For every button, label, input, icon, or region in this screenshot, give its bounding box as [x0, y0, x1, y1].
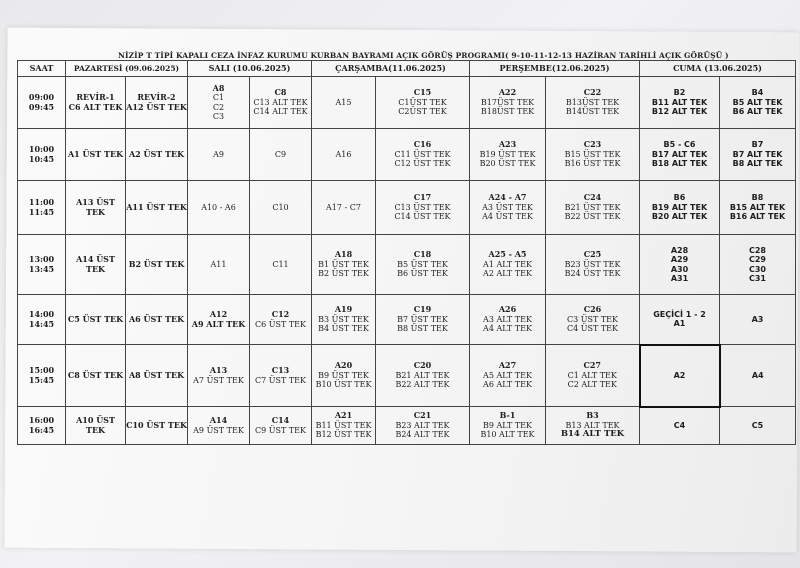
slot-entry: B18ÜST TEK	[480, 107, 535, 117]
slot-cell	[470, 235, 546, 295]
slot-entry: C19	[413, 304, 432, 315]
slot-entry: B5 ÜST TEK	[397, 259, 448, 269]
slot-entry: C6 ALT TEK	[68, 101, 123, 112]
slot-cell	[66, 181, 126, 235]
slot-cell	[376, 345, 470, 407]
slot-entry: A9	[213, 149, 224, 159]
slot-entry: GEÇİCİ 1 - 2	[653, 309, 706, 319]
slot-entry: A21	[334, 410, 353, 421]
slot-cell	[312, 181, 376, 235]
slot-entry: C10 ÜST TEK	[126, 419, 187, 430]
slot-entry: A13	[209, 365, 228, 375]
slot-entry: B23 ÜST TEK	[564, 259, 621, 269]
slot-entry: B7 ÜST TEK	[397, 314, 448, 324]
time-label: 13:00	[28, 254, 55, 264]
time-slot	[18, 345, 66, 407]
slot-entry: C26	[583, 304, 602, 315]
slot-entry: B8 ALT TEK	[732, 159, 783, 169]
slot-cell	[720, 295, 796, 345]
slot-entry: B17 ALT TEK	[651, 149, 708, 159]
slot-entry: B12 ÜST TEK	[315, 430, 372, 440]
slot-cell	[250, 77, 312, 129]
slot-cell	[546, 235, 640, 295]
time-slot	[18, 181, 66, 235]
slot-entry: C24	[583, 192, 602, 203]
time-label: 09:45	[28, 101, 55, 112]
slot-entry: A31	[670, 274, 689, 283]
slot-entry: B20 ÜST TEK	[479, 159, 536, 169]
slot-entry: A22	[498, 87, 517, 98]
slot-cell	[720, 407, 796, 445]
slot-entry: C14 ALT TEK	[253, 107, 308, 117]
slot-entry: A8	[212, 82, 225, 93]
slot-entry: C12 ÜST TEK	[394, 159, 451, 169]
slot-entry: A4 ÜST TEK	[482, 212, 533, 222]
slot-entry: C2 ALT TEK	[567, 380, 617, 390]
time-label: 11:00	[28, 197, 55, 207]
slot-cell	[470, 129, 546, 181]
slot-entry: A1	[673, 319, 686, 329]
slot-entry: B19 ÜST TEK	[479, 149, 536, 159]
slot-entry: B11 ÜST TEK	[315, 420, 372, 430]
slot-cell	[376, 129, 470, 181]
time-slot	[18, 129, 66, 181]
slot-cell	[312, 77, 376, 129]
slot-entry: A14	[209, 415, 228, 425]
slot-entry: B-1	[499, 410, 516, 421]
slot-entry: C16	[413, 139, 432, 150]
slot-cell	[250, 181, 312, 235]
slot-entry: B7 ALT TEK	[732, 149, 783, 159]
slot-cell	[546, 77, 640, 129]
slot-entry: C9	[274, 149, 287, 159]
slot-entry: C8	[274, 87, 287, 98]
slot-entry: C1 ALT TEK	[567, 370, 617, 380]
slot-entry: B6	[673, 193, 686, 203]
slot-entry: C18	[413, 249, 432, 260]
slot-cell	[66, 129, 126, 181]
header-persembe: PERŞEMBE(12.06.2025)	[470, 61, 640, 77]
slot-entry: B17ÜST TEK	[480, 97, 535, 107]
slot-cell	[640, 235, 720, 295]
time-label: 11:45	[28, 206, 55, 217]
slot-cell	[312, 407, 376, 445]
slot-cell	[470, 181, 546, 235]
slot-cell	[376, 407, 470, 445]
schedule-row	[18, 129, 796, 181]
schedule-row	[18, 235, 796, 295]
slot-entry: B13ÜST TEK	[565, 97, 620, 107]
slot-cell	[640, 295, 720, 345]
slot-entry: C3 ÜST TEK	[566, 314, 618, 324]
slot-entry: B16 ÜST TEK	[564, 159, 621, 169]
slot-entry: B10 ÜST TEK	[315, 380, 372, 390]
slot-entry: B2	[673, 88, 686, 98]
time-slot	[18, 407, 66, 445]
header-cuma: CUMA (13.06.2025)	[640, 61, 796, 77]
slot-entry: REVİR-2	[137, 92, 176, 102]
time-label: 15:45	[28, 374, 55, 385]
slot-entry: A1 ALT TEK	[483, 259, 532, 269]
slot-entry: C14	[271, 415, 290, 425]
slot-cell	[470, 295, 546, 345]
slot-cell	[66, 407, 126, 445]
schedule-row	[18, 345, 796, 407]
slot-entry: C14 ÜST TEK	[394, 212, 451, 222]
slot-entry: C12	[271, 309, 290, 319]
slot-cell	[126, 129, 188, 181]
time-slot	[18, 295, 66, 345]
time-label: 09:00	[28, 92, 55, 102]
slot-entry: B24 ALT TEK	[395, 430, 450, 440]
slot-cell	[126, 407, 188, 445]
slot-cell	[66, 295, 126, 345]
slot-cell	[126, 295, 188, 345]
slot-entry: A11	[210, 259, 227, 269]
slot-entry: A19	[334, 304, 353, 315]
slot-cell	[66, 235, 126, 295]
time-label: 10:45	[28, 153, 55, 164]
slot-entry: C13 ÜST TEK	[394, 202, 451, 212]
slot-entry: C10	[272, 202, 289, 212]
slot-cell	[376, 235, 470, 295]
slot-cell	[470, 345, 546, 407]
slot-cell	[640, 345, 720, 407]
slot-entry: A5 ALT TEK	[483, 370, 532, 380]
slot-cell	[188, 345, 250, 407]
slot-entry: A3 ÜST TEK	[482, 202, 533, 212]
slot-entry: C2	[212, 102, 225, 112]
slot-entry: C9 ÜST TEK	[254, 425, 306, 435]
slot-entry: C1	[212, 93, 225, 102]
slot-entry: C25	[583, 249, 602, 260]
slot-entry: B5 - C6	[663, 140, 696, 150]
slot-entry: A26	[498, 304, 517, 315]
slot-entry: B24 ÜST TEK	[564, 269, 621, 279]
slot-entry: B6 ALT TEK	[732, 107, 783, 117]
slot-entry: C11 ÜST TEK	[394, 149, 451, 159]
slot-entry: A9 ALT TEK	[191, 318, 246, 329]
slot-cell	[312, 345, 376, 407]
time-slot	[18, 235, 66, 295]
slot-entry: C8 ÜST TEK	[67, 369, 124, 380]
slot-entry: A15	[335, 97, 352, 107]
slot-entry: B20 ALT TEK	[651, 212, 708, 222]
slot-entry: C3	[212, 112, 225, 121]
slot-cell	[640, 77, 720, 129]
slot-cell	[312, 235, 376, 295]
slot-entry: B23 ALT TEK	[395, 420, 450, 430]
slot-entry: B14 ALT TEK	[560, 429, 625, 440]
slot-cell	[66, 345, 126, 407]
slot-entry: C21	[413, 410, 432, 421]
slot-entry: A3 ALT TEK	[483, 314, 532, 324]
slot-cell	[188, 235, 250, 295]
schedule-row	[18, 77, 796, 129]
slot-entry: A24 - A7	[488, 192, 527, 203]
slot-entry: B14ÜST TEK	[565, 107, 620, 117]
slot-entry: C1ÜST TEK	[398, 97, 447, 107]
slot-entry: A29	[670, 255, 689, 264]
time-label: 15:00	[28, 365, 55, 375]
slot-entry: A7 ÜST TEK	[193, 375, 244, 385]
slot-entry: C30	[748, 264, 766, 274]
slot-entry: A3	[751, 314, 764, 324]
slot-entry: B4 ÜST TEK	[318, 324, 369, 334]
slot-entry: B2 ÜST TEK	[128, 258, 185, 269]
slot-entry: C22	[583, 87, 602, 98]
slot-cell	[720, 345, 796, 407]
slot-cell	[720, 235, 796, 295]
slot-entry: A6 ALT TEK	[483, 380, 532, 390]
slot-entry: B9 ÜST TEK	[318, 370, 369, 380]
slot-entry: B2 ÜST TEK	[318, 269, 369, 279]
slot-entry: A6 ÜST TEK	[128, 313, 185, 324]
schedule-row	[18, 407, 796, 445]
slot-cell	[126, 77, 188, 129]
time-label: 16:45	[28, 424, 55, 435]
header-saat: SAAT	[18, 61, 66, 77]
slot-cell	[546, 345, 640, 407]
slot-cell	[640, 129, 720, 181]
slot-entry: A14 ÜST TEK	[76, 254, 115, 274]
slot-entry: A10 ÜST TEK	[76, 415, 115, 435]
slot-entry: A27	[498, 360, 517, 371]
slot-cell	[640, 407, 720, 445]
slot-entry: A1 ÜST TEK	[67, 148, 124, 159]
slot-entry: A2 ALT TEK	[483, 269, 532, 279]
slot-entry: C6 ÜST TEK	[254, 319, 306, 329]
slot-cell	[376, 295, 470, 345]
slot-entry: C27	[583, 360, 601, 371]
slot-entry: B11 ALT TEK	[651, 97, 708, 107]
time-label: 16:00	[28, 415, 55, 425]
slot-cell	[312, 129, 376, 181]
slot-cell	[250, 235, 312, 295]
slot-cell	[470, 407, 546, 445]
slot-entry: A16	[335, 149, 352, 159]
slot-cell	[66, 77, 126, 129]
slot-entry: B3 ÜST TEK	[318, 314, 369, 324]
header-sali: SALI (10.06.2025)	[188, 61, 312, 77]
slot-entry: B13 ALT TEK	[565, 420, 620, 430]
slot-entry: B6 ÜST TEK	[397, 269, 448, 279]
slot-entry: A11 ÜST TEK	[126, 201, 187, 212]
slot-entry: B22 ÜST TEK	[564, 212, 621, 222]
slot-entry: B10 ALT TEK	[480, 430, 535, 440]
slot-entry: B8	[751, 193, 764, 203]
slot-entry: B3	[586, 410, 599, 421]
slot-cell	[546, 295, 640, 345]
slot-entry: B19 ALT TEK	[651, 202, 708, 212]
slot-entry: C5	[751, 420, 764, 430]
slot-cell	[188, 129, 250, 181]
slot-entry: B7	[751, 140, 764, 150]
slot-entry: REVİR-1	[76, 92, 115, 102]
slot-entry: A9 ÜST TEK	[193, 425, 244, 435]
slot-cell	[250, 295, 312, 345]
slot-cell	[126, 345, 188, 407]
slot-entry: B21 ÜST TEK	[564, 202, 621, 212]
slot-entry: C2ÜST TEK	[398, 107, 447, 117]
slot-entry: A13 ÜST TEK	[76, 197, 115, 217]
header-row	[18, 61, 796, 77]
slot-cell	[376, 77, 470, 129]
slot-entry: A25 - A5	[488, 249, 527, 260]
header-carsamba: ÇARŞAMBA(11.06.2025)	[312, 61, 470, 77]
slot-cell	[126, 235, 188, 295]
slot-cell	[470, 77, 546, 129]
slot-entry: A28	[670, 245, 689, 255]
slot-entry: B22 ALT TEK	[395, 380, 450, 390]
slot-entry: A10 - A6	[201, 202, 236, 212]
slot-entry: C20	[413, 360, 432, 371]
slot-entry: A23	[498, 139, 517, 150]
slot-entry: C23	[583, 139, 602, 150]
slot-entry: C5 ÜST TEK	[67, 313, 124, 324]
schedule-row	[18, 181, 796, 235]
slot-entry: C7 ÜST TEK	[254, 375, 306, 385]
slot-entry: C13 ALT TEK	[253, 97, 308, 107]
slot-cell	[546, 129, 640, 181]
slot-entry: C4	[673, 421, 686, 430]
slot-entry: C15	[413, 87, 432, 98]
slot-entry: B4	[751, 88, 764, 98]
header-pazartesi: PAZARTESİ (09.06.2025)	[66, 61, 188, 77]
time-slot	[18, 77, 66, 129]
slot-entry: C4 ÜST TEK	[566, 324, 618, 334]
schedule-row	[18, 295, 796, 345]
slot-entry: A2	[673, 370, 686, 380]
slot-entry: C13	[271, 365, 290, 375]
slot-entry: A12	[209, 309, 228, 319]
slot-cell	[312, 295, 376, 345]
slot-cell	[546, 407, 640, 445]
slot-entry: C28	[748, 245, 766, 255]
slot-entry: B21 ALT TEK	[395, 370, 450, 380]
slot-entry: B1 ÜST TEK	[318, 259, 369, 269]
slot-cell	[376, 181, 470, 235]
slot-entry: A4 ALT TEK	[483, 324, 532, 334]
slot-cell	[250, 345, 312, 407]
slot-entry: B8 ÜST TEK	[397, 324, 448, 334]
slot-entry: B15 ALT TEK	[729, 202, 786, 212]
slot-entry: B16 ALT TEK	[729, 212, 786, 222]
slot-entry: C11	[272, 259, 289, 269]
slot-cell	[720, 181, 796, 235]
slot-cell	[640, 181, 720, 235]
slot-entry: C31	[748, 274, 766, 283]
slot-cell	[250, 407, 312, 445]
time-label: 14:45	[28, 318, 55, 329]
slot-cell	[188, 295, 250, 345]
slot-cell	[250, 129, 312, 181]
slot-entry: A20	[334, 360, 353, 371]
slot-entry: B5 ALT TEK	[732, 97, 783, 107]
time-label: 14:00	[28, 309, 55, 319]
slot-entry: A12 ÜST TEK	[126, 101, 187, 112]
schedule-table	[17, 60, 796, 445]
time-label: 13:45	[28, 263, 55, 274]
slot-entry: B9 ALT TEK	[483, 420, 532, 430]
slot-cell	[188, 181, 250, 235]
slot-entry: A8 ÜST TEK	[128, 369, 185, 380]
slot-cell	[188, 407, 250, 445]
document-title: NİZİP T TİPİ KAPALI CEZA İNFAZ KURUMU KURBAN BAYRAMI AÇIK GÖRÜŞ PROGRAMI( 9-10-11-12-13 HAZİRAN TARİHLİ AÇIK GÖRÜŞÜ )	[118, 51, 729, 60]
slot-cell	[126, 181, 188, 235]
slot-entry: A4	[751, 370, 764, 380]
slot-entry: B15 ÜST TEK	[564, 149, 621, 159]
slot-cell	[720, 129, 796, 181]
slot-cell	[546, 181, 640, 235]
slot-cell	[188, 77, 250, 129]
slot-entry: A18	[334, 249, 353, 260]
slot-entry: B18 ALT TEK	[651, 159, 708, 169]
time-label: 10:00	[28, 144, 55, 154]
slot-entry: A17 - C7	[326, 202, 361, 212]
slot-cell	[720, 77, 796, 129]
slot-entry: A30	[670, 264, 689, 274]
slot-entry: C17	[413, 192, 432, 203]
slot-entry: A2 ÜST TEK	[128, 148, 185, 159]
slot-entry: B12 ALT TEK	[651, 107, 708, 117]
slot-entry: C29	[748, 255, 766, 264]
